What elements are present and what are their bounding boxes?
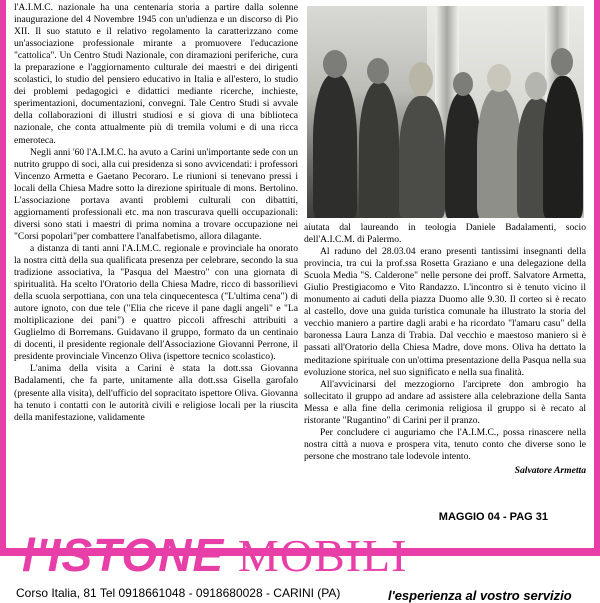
paragraph: a distanza di tanti anni l'A.I.M.C. regionale e provinciale ha onorato la nostra città della sua qualificata presenza per celebrare, secondo la sua tradizione associativa, la "Pasqua del Maestro" con una giornata di spiritualità. Ha scelto l'Oratorio della Chiesa Madre, ricco di bassorilievi della scuola serpottiana, con una tela cinquecentesca ("L'ultima cena") di autore ignoto, con due tele ("Elia che riceve il pane dagli angeli" e "La moltiplicazione dei pani") e quattro piccoli affreschi attribuiti a Guglielmo di Borremans. Guidavano il gruppo, formato da un centinaio di docenti, il presidente regionale dell'Associazione Giovanni Perrone, il presidente provinciale Vincenzo Oliva (ispettore tecnico scolastico). <box>14 242 298 363</box>
left-border <box>0 0 6 560</box>
photo-person <box>359 82 399 218</box>
photo-person <box>477 88 521 218</box>
ad-slogan: l'esperienza al vostro servizio <box>388 588 572 603</box>
photo-person-head <box>525 72 547 100</box>
photo-person <box>313 74 357 218</box>
paragraph: All'avvicinarsi del mezzogiorno l'arciprete don ambrogio ha sollecitato il gruppo ad andare ad assistere alla celebrazione della Santa Messa e alla fine della cerimonia religiosa il gruppo si è recato al ristorante "Rugantino" di Carini per il pranzo. <box>304 378 586 426</box>
ad-brand-second: MOBILI <box>237 530 408 581</box>
photo-person <box>445 92 481 218</box>
photo-person <box>543 76 583 218</box>
photo-person-head <box>323 50 347 78</box>
photo-person-head <box>453 72 473 96</box>
paragraph: L'anima della visita a Carini è stata la dott.ssa Giovanna Badalamenti, che fa parte, unitamente alla dott.ssa Gisella garofalo (presente alla visita), dell'ufficio del sopracitato ispettore Oliva. Giovanna ha tenuto i contatti con le autorità civili e religiose locali per la riuscita della manifestazione, validamente <box>14 363 298 423</box>
photo-person-head <box>409 62 433 96</box>
article-left-column <box>14 2 298 424</box>
author-signature: Salvatore Armetta <box>514 464 586 476</box>
page-label: MAGGIO 04 - PAG 31 <box>438 511 548 523</box>
article-right-column <box>304 222 586 477</box>
ad-brand <box>22 528 407 582</box>
right-border <box>594 0 600 560</box>
photo-person-head <box>551 48 573 76</box>
paragraph: aiutata dal laureando in teologia Daniele Badalamenti, socio dell'A.I.C.M. di Palermo. <box>304 222 586 246</box>
group-photo <box>307 6 584 218</box>
photo-person-head <box>487 64 511 92</box>
photo-person <box>399 96 445 218</box>
paragraph: Negli anni '60 l'A.I.M.C. ha avuto a Carini un'importante sede con un nutrito gruppo di soci, alla cui presidenza si sono avvicendati: i professori Vincenzo Armetta e Gaetano Pecoraro. Le riunioni si tenevano pressi i locali della Chiesa Madre sotto la direzione spirituale di mons. Bertolino. L'associazione portava avanti problemi culturali con dibattiti, aggiornamenti professionali etc. ma non trascurava quelli occupazionali: diversi sono stati i maestri di prima nomina a trovare occupazione nei "Corsi popolari"per combattere l'analfabetismo, allora dilagante. <box>14 146 298 242</box>
ad-address: Corso Italia, 81 Tel 0918661048 - 0918680028 - CARINI (PA) <box>16 586 341 600</box>
photo-person-head <box>367 58 389 84</box>
paragraph: Al raduno del 28.03.04 erano presenti tantissimi insegnanti della provincia, tra cui la prof.ssa Rosetta Graziano e una delegazione della Scuola Media "S. Calderone" nelle persone dei proff. Salvatore Armetta, Giulio Prestigiacomo e Vito Randazzo. L'incontro si è tenuto vicino il monumento ai caduti della piazza Duomo alle 9.30. Il corteo si è recato al castello, dove una guida turistica comunale ha illustrato la storia del vecchio maniero a partire dagli arabi e ha ricordato "l'amaru casu" della baronessa Laura Lanza di Trabia. Dal vecchio e maestoso maniero si è passati all'Oratorio della Chiesa Madre, dove mons. Oliva ha dettato la meditazione spirituale con un'ottima presentazione della Pasqua nella sua evoluzione storica, nel suo significato e nella sua finalità. <box>304 246 586 378</box>
paragraph: l'A.I.M.C. nazionale ha una centenaria storia a partire dalla solenne inaugurazione del 4 Novembre 1945 con un'udienza e un discorso di Pio XII. Il suo statuto e il relativo regolamento la caratterizzano come un'associazione professionale mirante a promuovere l'educazione "cattolica". Un Centro Studi Nazionale, con diramazioni periferiche, cura la preparazione e l'aggiornamento culturale dei maestri e dei dirigenti scolastici, lo studio del pensiero educativo in Italia e all'estero, lo studio dei problemi pedagogici e didattici mediante ricerche, inchieste, sperimentazioni, documentazioni, convegni. Tale Centro Studi si avvale della collaborazioni di illustri studiosi e si giova di una biblioteca nazionale, che conta attualmente più di tremila volumi e di una ricca emeroteca. <box>14 2 298 146</box>
paragraph: Per concludere ci auguriamo che l'A.I.M.C., possa rinascere nella nostra città a nuova e prospera vita, tenuto conto che diverse sono le persone che mostrano tale lodevole intento. <box>304 426 586 462</box>
ad-brand-first: l'ISTONE <box>22 529 225 581</box>
